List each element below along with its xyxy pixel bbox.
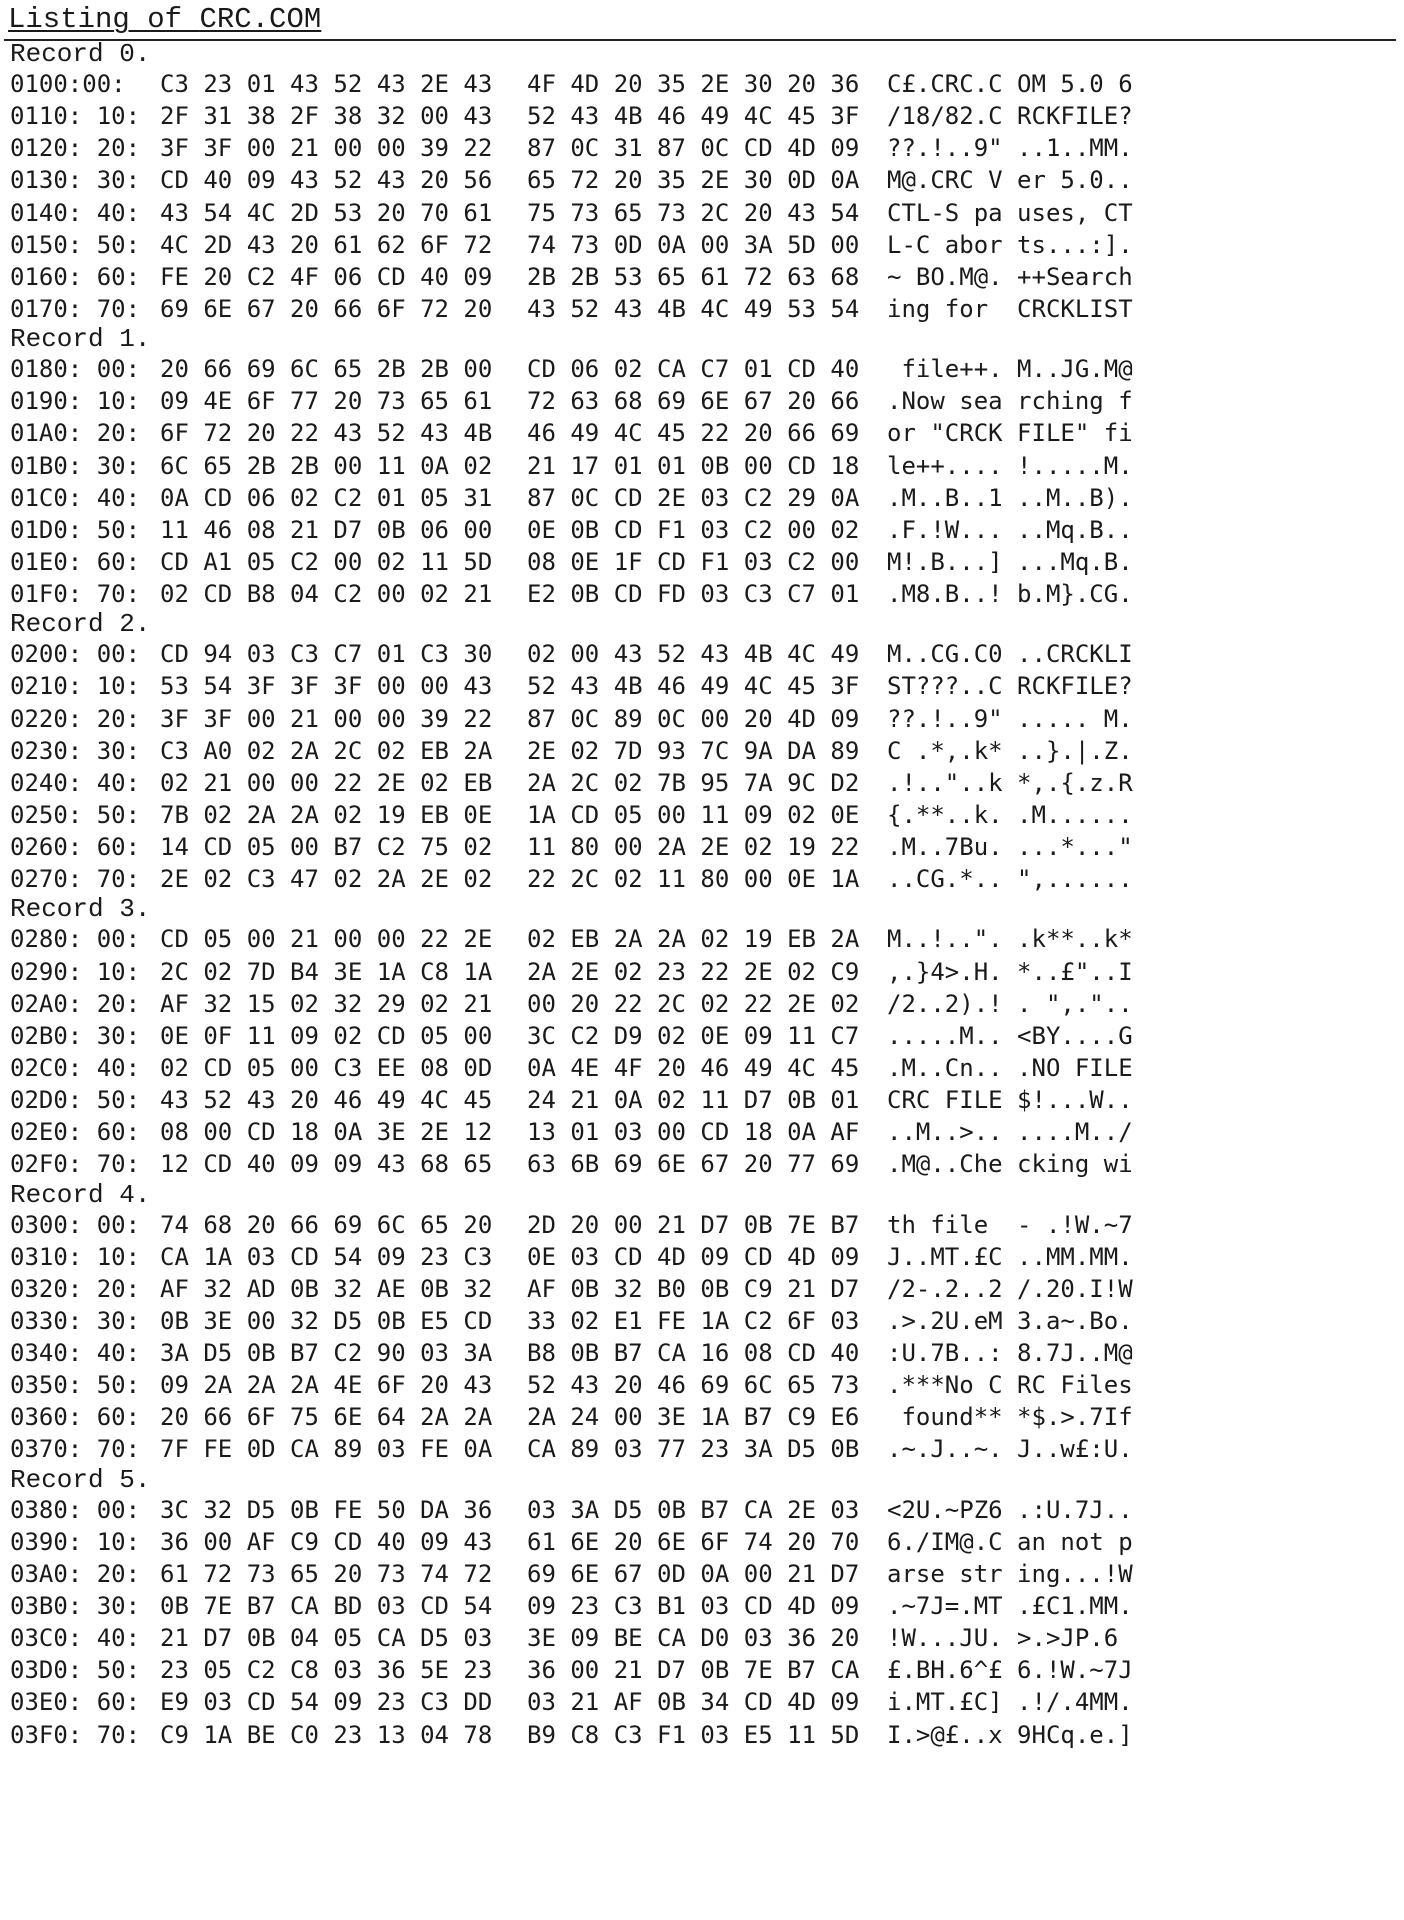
ascii-text: ing for CRCKLIST [887, 294, 1133, 323]
ascii-text: C£.CRC.C OM 5.0 6 [887, 70, 1133, 98]
dump-row [0, 923, 1404, 955]
hex-bytes-first-half: 0A CD 06 02 C2 01 05 31 [160, 483, 493, 512]
hex-bytes-first-half: 12 CD 40 09 09 43 68 65 [160, 1150, 493, 1179]
ascii-text: J..MT.£C ..MM.MM. [887, 1242, 1133, 1271]
address: 0260: 60: [10, 833, 141, 862]
hex-bytes-first-half: CA 1A 03 CD 54 09 23 C3 [160, 1242, 493, 1271]
hex-bytes-second-half: 03 3A D5 0B B7 CA 2E 03 [527, 1495, 860, 1524]
ascii-text: .M..B..1 ..M..B). [887, 483, 1133, 512]
hex-bytes-first-half: 2E 02 C3 47 02 2A 2E 02 [160, 865, 493, 894]
dump-row [0, 799, 1404, 831]
hex-bytes-second-half: 2A 24 00 3E 1A B7 C9 E6 [527, 1403, 860, 1432]
ascii-text: ST???..C RCKFILE? [887, 672, 1133, 701]
dump-row [0, 1590, 1404, 1622]
ascii-text: i.MT.£C] .!/.4MM. [887, 1688, 1133, 1717]
address: 0250: 50: [10, 800, 141, 829]
ascii-text: .F.!W... ..Mq.B.. [887, 515, 1133, 544]
hex-bytes-first-half: 0B 7E B7 CA BD 03 CD 54 [160, 1592, 493, 1621]
record-label: Record 1. [10, 324, 151, 355]
hex-bytes-second-half: 52 43 4B 46 49 4C 45 3F [527, 102, 860, 131]
record-block [0, 325, 1404, 610]
hex-bytes-first-half: 6C 65 2B 2B 00 11 0A 02 [160, 451, 493, 480]
hex-bytes-second-half: 3C C2 D9 02 0E 09 11 C7 [527, 1021, 860, 1050]
ascii-text: file++. M..JG.M@ [887, 355, 1133, 384]
records-container [0, 40, 1404, 1751]
address: 0220: 20: [10, 704, 141, 733]
hex-bytes-first-half: AF 32 AD 0B 32 AE 0B 32 [160, 1274, 493, 1303]
address: 03A0: 20: [10, 1559, 141, 1588]
hex-bytes-first-half: AF 32 15 02 32 29 02 21 [160, 989, 493, 1018]
address: 0190: 10: [10, 387, 141, 416]
hex-bytes-first-half: 2C 02 7D B4 3E 1A C8 1A [160, 957, 493, 986]
hex-bytes-second-half: E2 0B CD FD 03 C3 C7 01 [527, 580, 860, 609]
address: 0230: 30: [10, 736, 141, 765]
address: 03E0: 60: [10, 1688, 141, 1717]
dump-row [0, 863, 1404, 895]
ascii-text: C .*,.k* ..}.|.Z. [887, 736, 1133, 765]
ascii-text: ..CG.*.. ",...... [887, 865, 1133, 894]
record-block [0, 1181, 1404, 1466]
dump-row [0, 1209, 1404, 1241]
dump-row [0, 132, 1404, 164]
dump-row [0, 578, 1404, 610]
ascii-text: CRC FILE $!...W.. [887, 1086, 1133, 1115]
dump-row [0, 1401, 1404, 1433]
hex-bytes-second-half: 2E 02 7D 93 7C 9A DA 89 [527, 736, 860, 765]
dump-row [0, 261, 1404, 293]
hex-bytes-second-half: CD 06 02 CA C7 01 CD 40 [527, 355, 860, 384]
ascii-text: th file - .!W.~7 [887, 1210, 1133, 1239]
dump-row [0, 100, 1404, 132]
dump-row [0, 293, 1404, 325]
hex-bytes-first-half: 3F 3F 00 21 00 00 39 22 [160, 704, 493, 733]
hex-bytes-second-half: 87 0C 89 0C 00 20 4D 09 [527, 704, 860, 733]
hex-bytes-second-half: 43 52 43 4B 4C 49 53 54 [527, 294, 860, 323]
address: 0370: 70: [10, 1435, 141, 1464]
dump-row [0, 229, 1404, 261]
ascii-text: M..CG.C0 ..CRCKLI [887, 640, 1133, 669]
title-prefix: Listing of [8, 3, 200, 36]
address: 0240: 40: [10, 768, 141, 797]
dump-row [0, 1116, 1404, 1148]
address: 0350: 50: [10, 1371, 141, 1400]
ascii-text: found** *$.>.7If [887, 1403, 1133, 1432]
hex-bytes-first-half: 7B 02 2A 2A 02 19 EB 0E [160, 800, 493, 829]
hex-bytes-second-half: 08 0E 1F CD F1 03 C2 00 [527, 547, 860, 576]
address: 0390: 10: [10, 1527, 141, 1556]
hex-bytes-second-half: 33 02 E1 FE 1A C2 6F 03 [527, 1306, 860, 1335]
record-block [0, 895, 1404, 1180]
hex-bytes-first-half: 23 05 C2 C8 03 36 5E 23 [160, 1656, 493, 1685]
ascii-text: .***No C RC Files [887, 1371, 1133, 1400]
dump-row [0, 1433, 1404, 1465]
hex-bytes-first-half: CD A1 05 C2 00 02 11 5D [160, 547, 493, 576]
address: 0280: 00: [10, 925, 141, 954]
ascii-text: .Now sea rching f [887, 387, 1133, 416]
dump-row [0, 1337, 1404, 1369]
title-filename: CRC.COM [199, 3, 322, 36]
ascii-text: .>.2U.eM 3.a~.Bo. [887, 1306, 1133, 1335]
hex-bytes-first-half: C3 23 01 43 52 43 2E 43 [160, 70, 493, 98]
hex-bytes-first-half: 02 CD B8 04 C2 00 02 21 [160, 580, 493, 609]
hex-bytes-second-half: 0A 4E 4F 20 46 49 4C 45 [527, 1053, 860, 1082]
hex-bytes-first-half: CD 40 09 43 52 43 20 56 [160, 166, 493, 195]
address: 01B0: 30: [10, 451, 141, 480]
hex-bytes-first-half: 20 66 69 6C 65 2B 2B 00 [160, 355, 493, 384]
record-block [0, 610, 1404, 895]
listing-title [8, 4, 321, 36]
address: 0170: 70: [10, 294, 141, 323]
dump-row [0, 1526, 1404, 1558]
address: 0290: 10: [10, 957, 141, 986]
ascii-text: .M8.B..! b.M}.CG. [887, 580, 1133, 609]
address: 0140: 40: [10, 198, 141, 227]
ascii-text: ??.!..9" ..1..MM. [887, 134, 1133, 163]
dump-row [0, 197, 1404, 229]
address: 0200: 00: [10, 640, 141, 669]
dump-row [0, 1241, 1404, 1273]
address: 02F0: 70: [10, 1150, 141, 1179]
hex-bytes-second-half: 02 00 43 52 43 4B 4C 49 [527, 640, 860, 669]
record-label: Record 5. [10, 1464, 151, 1495]
ascii-text: .~.J..~. J..w£:U. [887, 1435, 1133, 1464]
ascii-text: <2U.~PZ6 .:U.7J.. [887, 1495, 1133, 1524]
ascii-text: .M@..Che cking wi [887, 1150, 1133, 1179]
ascii-text: CTL-S pa uses, CT [887, 198, 1133, 227]
hex-bytes-second-half: 00 20 22 2C 02 22 2E 02 [527, 989, 860, 1018]
hex-bytes-first-half: 21 D7 0B 04 05 CA D5 03 [160, 1624, 493, 1653]
hex-bytes-first-half: FE 20 C2 4F 06 CD 40 09 [160, 262, 493, 291]
address: 01E0: 60: [10, 547, 141, 576]
hex-bytes-first-half: 09 2A 2A 2A 4E 6F 20 43 [160, 1371, 493, 1400]
hex-bytes-second-half: 22 2C 02 11 80 00 0E 1A [527, 865, 860, 894]
dump-row [0, 988, 1404, 1020]
address: 0300: 00: [10, 1210, 141, 1239]
hex-bytes-second-half: 63 6B 69 6E 67 20 77 69 [527, 1150, 860, 1179]
hex-bytes-first-half: 14 CD 05 00 B7 C2 75 02 [160, 833, 493, 862]
hex-bytes-first-half: 3F 3F 00 21 00 00 39 22 [160, 134, 493, 163]
ascii-text: .M..Cn.. .NO FILE [887, 1053, 1133, 1082]
hex-bytes-first-half: 7F FE 0D CA 89 03 FE 0A [160, 1435, 493, 1464]
dump-row [0, 1052, 1404, 1084]
record-block [0, 1466, 1404, 1751]
hex-bytes-second-half: 72 63 68 69 6E 67 20 66 [527, 387, 860, 416]
address: 0310: 10: [10, 1242, 141, 1271]
hex-bytes-first-half: 61 72 73 65 20 73 74 72 [160, 1559, 493, 1588]
dump-row [0, 514, 1404, 546]
ascii-text: M..!..". .k**..k* [887, 925, 1133, 954]
ascii-text: !W...JU. >.>JP.6 [887, 1624, 1133, 1653]
ascii-text: .M..7Bu. ...*..." [887, 833, 1133, 862]
dump-row [0, 385, 1404, 417]
hex-bytes-second-half: 02 EB 2A 2A 02 19 EB 2A [527, 925, 860, 954]
ascii-text: /2..2).! . ",.".. [887, 989, 1133, 1018]
address: 03D0: 50: [10, 1656, 141, 1685]
hex-bytes-first-half: CD 05 00 21 00 00 22 2E [160, 925, 493, 954]
hex-bytes-first-half: 3C 32 D5 0B FE 50 DA 36 [160, 1495, 493, 1524]
hex-bytes-second-half: B8 0B B7 CA 16 08 CD 40 [527, 1339, 860, 1368]
hex-bytes-first-half: E9 03 CD 54 09 23 C3 DD [160, 1688, 493, 1717]
ascii-text: arse str ing...!W [887, 1559, 1133, 1588]
hex-bytes-second-half: 75 73 65 73 2C 20 43 54 [527, 198, 860, 227]
dump-row [0, 546, 1404, 578]
dump-row [0, 417, 1404, 449]
dump-row [0, 670, 1404, 702]
hex-bytes-second-half: CA 89 03 77 23 3A D5 0B [527, 1435, 860, 1464]
hex-bytes-second-half: 36 00 21 D7 0B 7E B7 CA [527, 1656, 860, 1685]
ascii-text: £.BH.6^£ 6.!W.~7J [887, 1656, 1133, 1685]
ascii-text: /18/82.C RCKFILE? [887, 102, 1133, 131]
hex-bytes-first-half: 69 6E 67 20 66 6F 72 20 [160, 294, 493, 323]
address: 0360: 60: [10, 1403, 141, 1432]
hex-bytes-second-half: 13 01 03 00 CD 18 0A AF [527, 1118, 860, 1147]
address: 01F0: 70: [10, 580, 141, 609]
address: 02C0: 40: [10, 1053, 141, 1082]
record-label: Record 0. [10, 39, 151, 69]
hex-bytes-second-half: 0E 03 CD 4D 09 CD 4D 09 [527, 1242, 860, 1271]
hex-bytes-second-half: 2A 2C 02 7B 95 7A 9C D2 [527, 768, 860, 797]
dump-row [0, 482, 1404, 514]
ascii-text: .~7J=.MT .£C1.MM. [887, 1592, 1133, 1621]
dump-row [0, 767, 1404, 799]
hex-bytes-second-half: 0E 0B CD F1 03 C2 00 02 [527, 515, 860, 544]
hex-bytes-second-half: 11 80 00 2A 2E 02 19 22 [527, 833, 860, 862]
address: 0150: 50: [10, 230, 141, 259]
hex-bytes-first-half: 0E 0F 11 09 02 CD 05 00 [160, 1021, 493, 1050]
dump-row [0, 638, 1404, 670]
address: 0100:00: [10, 70, 126, 98]
hex-bytes-second-half: 65 72 20 35 2E 30 0D 0A [527, 166, 860, 195]
address: 0110: 10: [10, 102, 141, 131]
dump-row [0, 164, 1404, 196]
hex-bytes-first-half: 08 00 CD 18 0A 3E 2E 12 [160, 1118, 493, 1147]
hex-bytes-first-half: 0B 3E 00 32 D5 0B E5 CD [160, 1306, 493, 1335]
address: 01C0: 40: [10, 483, 141, 512]
ascii-text: ..M..>.. ....M../ [887, 1118, 1133, 1147]
ascii-text: /2-.2..2 /.20.I!W [887, 1274, 1133, 1303]
address: 0160: 60: [10, 262, 141, 291]
dump-row [0, 1305, 1404, 1337]
address: 0380: 00: [10, 1495, 141, 1524]
hex-bytes-first-half: 20 66 6F 75 6E 64 2A 2A [160, 1403, 493, 1432]
address: 0340: 40: [10, 1339, 141, 1368]
hex-bytes-second-half: 03 21 AF 0B 34 CD 4D 09 [527, 1688, 860, 1717]
address: 02B0: 30: [10, 1021, 141, 1050]
hex-bytes-second-half: 1A CD 05 00 11 09 02 0E [527, 800, 860, 829]
dump-row [0, 1686, 1404, 1718]
address: 0330: 30: [10, 1306, 141, 1335]
address: 01D0: 50: [10, 515, 141, 544]
dump-row [0, 353, 1404, 385]
hex-bytes-first-half: 4C 2D 43 20 61 62 6F 72 [160, 230, 493, 259]
hex-bytes-second-half: 87 0C 31 87 0C CD 4D 09 [527, 134, 860, 163]
ascii-text: ,.}4>.H. *..£"..I [887, 957, 1133, 986]
hex-bytes-second-half: 52 43 4B 46 49 4C 45 3F [527, 672, 860, 701]
ascii-text: .....M.. <BY....G [887, 1021, 1133, 1050]
hex-bytes-second-half: 2B 2B 53 65 61 72 63 68 [527, 262, 860, 291]
hex-bytes-first-half: 2F 31 38 2F 38 32 00 43 [160, 102, 493, 131]
dump-row [0, 1148, 1404, 1180]
dump-row [0, 1273, 1404, 1305]
hex-bytes-second-half: 87 0C CD 2E 03 C2 29 0A [527, 483, 860, 512]
dump-row [0, 1719, 1404, 1751]
record-label: Record 4. [10, 1179, 151, 1210]
dump-row [0, 831, 1404, 863]
hex-bytes-second-half: AF 0B 32 B0 0B C9 21 D7 [527, 1274, 860, 1303]
hex-bytes-second-half: 2A 2E 02 23 22 2E 02 C9 [527, 957, 860, 986]
dump-row [0, 1494, 1404, 1526]
record-label: Record 3. [10, 894, 151, 925]
hex-bytes-second-half: 24 21 0A 02 11 D7 0B 01 [527, 1086, 860, 1115]
address: 0130: 30: [10, 166, 141, 195]
ascii-text: le++.... !.....M. [887, 451, 1133, 480]
hex-bytes-first-half: 02 21 00 00 22 2E 02 EB [160, 768, 493, 797]
hex-bytes-first-half: C9 1A BE C0 23 13 04 78 [160, 1720, 493, 1749]
hex-bytes-first-half: 09 4E 6F 77 20 73 65 61 [160, 387, 493, 416]
dump-row [0, 1084, 1404, 1116]
hex-bytes-first-half: 43 54 4C 2D 53 20 70 61 [160, 198, 493, 227]
record-block [0, 40, 1404, 325]
address: 0320: 20: [10, 1274, 141, 1303]
dump-row [0, 450, 1404, 482]
hex-bytes-second-half: 09 23 C3 B1 03 CD 4D 09 [527, 1592, 860, 1621]
hex-bytes-first-half: 6F 72 20 22 43 52 43 4B [160, 419, 493, 448]
ascii-text: ??.!..9" ..... M. [887, 704, 1133, 733]
address: 0180: 00: [10, 355, 141, 384]
hex-bytes-first-half: 43 52 43 20 46 49 4C 45 [160, 1086, 493, 1115]
hex-bytes-first-half: 02 CD 05 00 C3 EE 08 0D [160, 1053, 493, 1082]
dump-row [0, 1558, 1404, 1590]
dump-row [0, 956, 1404, 988]
hex-bytes-first-half: 36 00 AF C9 CD 40 09 43 [160, 1527, 493, 1556]
dump-row [0, 1622, 1404, 1654]
ascii-text: .!.."..k *,.{.z.R [887, 768, 1133, 797]
hex-bytes-first-half: 11 46 08 21 D7 0B 06 00 [160, 515, 493, 544]
address: 03F0: 70: [10, 1720, 141, 1749]
hex-bytes-first-half: C3 A0 02 2A 2C 02 EB 2A [160, 736, 493, 765]
hex-bytes-second-half: 21 17 01 01 0B 00 CD 18 [527, 451, 860, 480]
hex-bytes-second-half: 3E 09 BE CA D0 03 36 20 [527, 1624, 860, 1653]
ascii-text: ~ BO.M@. ++Search [887, 262, 1133, 291]
hex-bytes-second-half: 52 43 20 46 69 6C 65 73 [527, 1371, 860, 1400]
address: 03B0: 30: [10, 1592, 141, 1621]
hex-bytes-first-half: CD 94 03 C3 C7 01 C3 30 [160, 640, 493, 669]
dump-row [0, 735, 1404, 767]
hex-bytes-second-half: B9 C8 C3 F1 03 E5 11 5D [527, 1720, 860, 1749]
hex-bytes-second-half: 61 6E 20 6E 6F 74 20 70 [527, 1527, 860, 1556]
address: 0270: 70: [10, 865, 141, 894]
address: 02E0: 60: [10, 1118, 141, 1147]
dump-row [0, 1654, 1404, 1686]
hex-bytes-second-half: 69 6E 67 0D 0A 00 21 D7 [527, 1559, 860, 1588]
dump-row [0, 703, 1404, 735]
ascii-text: M@.CRC V er 5.0.. [887, 166, 1133, 195]
ascii-text: I.>@£..x 9HCq.e.] [887, 1720, 1133, 1749]
hex-bytes-second-half: 4F 4D 20 35 2E 30 20 36 [527, 70, 860, 98]
ascii-text: M!.B...] ...Mq.B. [887, 547, 1133, 576]
record-label: Record 2. [10, 609, 151, 640]
ascii-text: L-C abor ts...:]. [887, 230, 1133, 259]
address: 0210: 10: [10, 672, 141, 701]
hex-bytes-first-half: 53 54 3F 3F 3F 00 00 43 [160, 672, 493, 701]
dump-row [0, 1369, 1404, 1401]
hex-bytes-first-half: 3A D5 0B B7 C2 90 03 3A [160, 1339, 493, 1368]
address: 02A0: 20: [10, 989, 141, 1018]
hex-bytes-second-half: 46 49 4C 45 22 20 66 69 [527, 419, 860, 448]
address: 02D0: 50: [10, 1086, 141, 1115]
ascii-text: :U.7B..: 8.7J..M@ [887, 1339, 1133, 1368]
ascii-text: 6./IM@.C an not p [887, 1527, 1133, 1556]
ascii-text: {.**..k. .M...... [887, 800, 1133, 829]
address: 01A0: 20: [10, 419, 141, 448]
dump-row [0, 68, 1404, 100]
hex-bytes-first-half: 74 68 20 66 69 6C 65 20 [160, 1210, 493, 1239]
ascii-text: or "CRCK FILE" fi [887, 419, 1133, 448]
address: 03C0: 40: [10, 1624, 141, 1653]
hex-bytes-second-half: 2D 20 00 21 D7 0B 7E B7 [527, 1210, 860, 1239]
address: 0120: 20: [10, 134, 141, 163]
hex-bytes-second-half: 74 73 0D 0A 00 3A 5D 00 [527, 230, 860, 259]
dump-row [0, 1020, 1404, 1052]
